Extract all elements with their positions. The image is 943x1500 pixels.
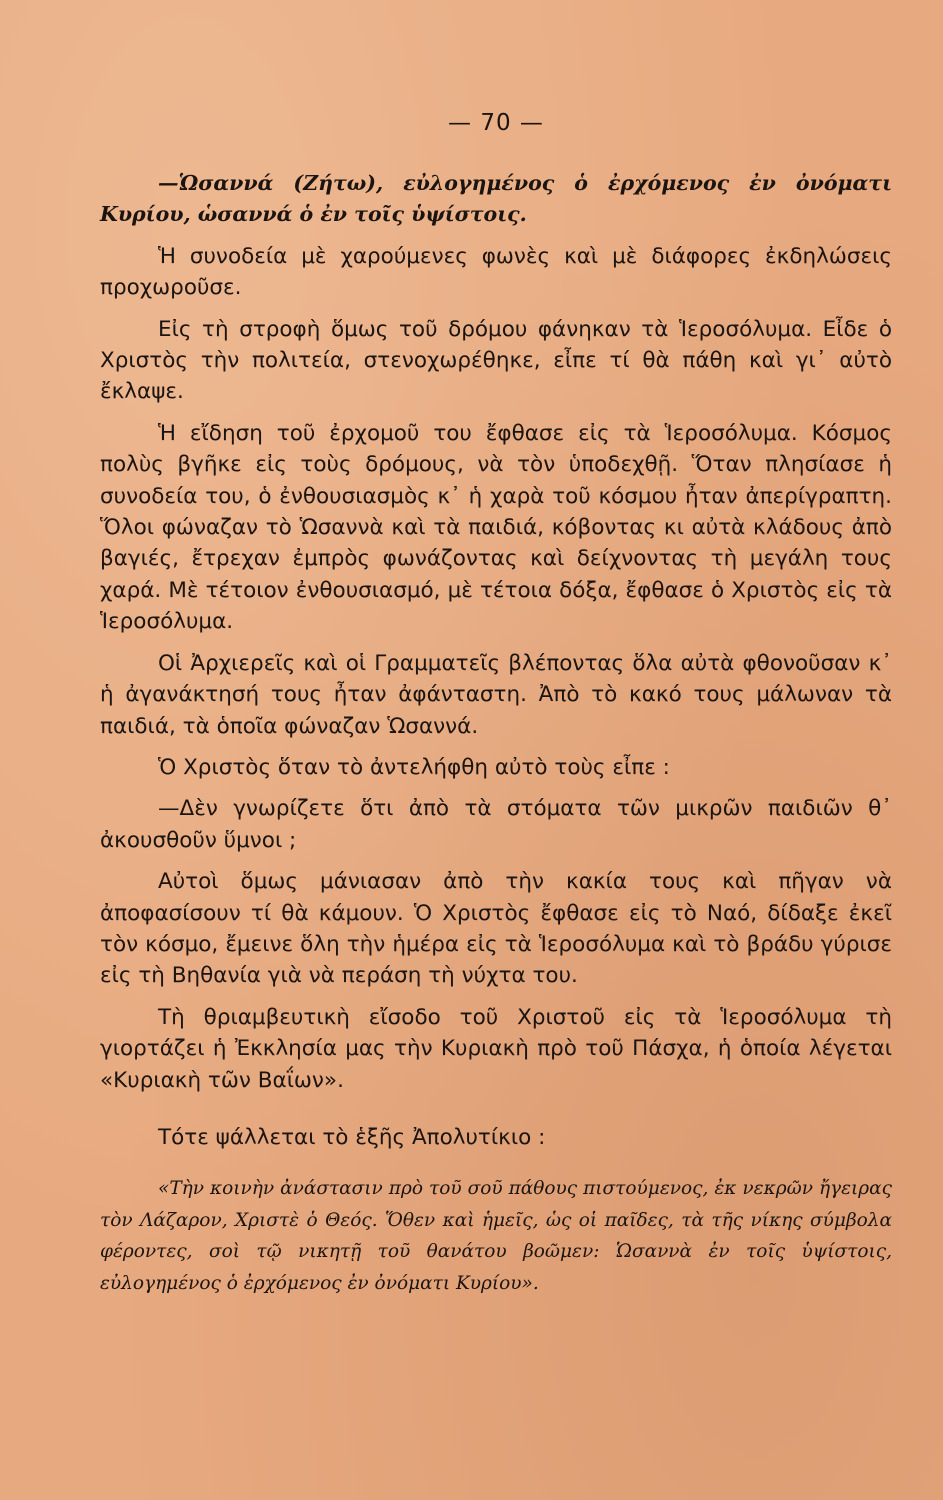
paragraph-christ-said: Ὁ Χριστὸς ὅταν τὸ ἀντελήφθη αὐτὸ τοὺς εἶπε :	[158, 754, 670, 780]
paragraph-christ-speech: —Δὲν γνωρίζετε ὅτι ἀπὸ τὰ στόματα τῶν μικρῶν παιδιῶν θ᾿ ἀκουσθοῦν ὕμνοι ;	[100, 796, 892, 853]
book-page	[100, 110, 892, 1480]
paragraph-high-priests: Οἱ Ἀρχιερεῖς καὶ οἱ Γραμματεῖς βλέποντας ὅλα αὐτὰ φθονοῦσαν κ᾿ ἡ ἀγανάκτησή τους ἦταν ἀφάνταστη. Ἀπὸ τὸ κακό τους μάλωναν τὰ παιδιά, τὰ ὁποῖα φώναζαν Ὡσαννά.	[100, 650, 892, 739]
paragraph-apolytikion-intro: Τότε ψάλλεται τὸ ἑξῆς Ἀπολυτίκιο :	[158, 1124, 546, 1150]
apolytikion-hymn: «Τὴν κοινὴν ἀνάστασιν πρὸ τοῦ σοῦ πάθους πιστούμενος, ἐκ νεκρῶν ἤγειρας τὸν Λάζαρον, Χριστὲ ὁ Θεός. Ὅθεν καὶ ἡμεῖς, ὡς οἱ παῖδες, τὰ τῆς νίκης σύμβολα φέροντες, σοὶ τῷ νικητῇ τοῦ θανάτου βοῶμεν: Ὡσαννὰ ἐν τοῖς ὑψίστοις, εὐλογημένος ὁ ἐρχόμενος ἐν ὀνόματι Κυρίου».	[100, 1178, 892, 1294]
paragraph-jerusalem-view: Εἰς τὴ στροφὴ ὅμως τοῦ δρόμου φάνηκαν τὰ Ἱεροσόλυμα. Εἶδε ὁ Χριστὸς τὴν πολιτεία, στενοχωρέθηκε, εἶπε τί θὰ πάθη καὶ γι᾿ αὐτὸ ἔκλαψε.	[100, 316, 892, 405]
paragraph-palm-sunday: Τὴ θριαμβευτικὴ εἴσοδο τοῦ Χριστοῦ εἰς τὰ Ἱεροσόλυμα τὴ γιορτάζει ἡ Ἐκκλησία μας τὴν Κυριακὴ πρὸ τοῦ Πάσχα, ἡ ὁποία λέγεται «Κυριακὴ τῶν Βαΐων».	[100, 1004, 892, 1093]
paragraph-procession: Ἡ συνοδεία μὲ χαρούμενες φωνὲς καὶ μὲ διάφορες ἐκδηλώσεις προχωροῦσε.	[100, 243, 892, 301]
hosanna-exclamation: —Ὡσαννά (Ζήτω), εὐλογημένος ὁ ἐρχόμενος ἐν ὀνόματι Κυρίου, ὡσαννά ὁ ἐν τοῖς ὑψίστοις.	[100, 171, 892, 227]
paragraph-temple: Αὐτοὶ ὅμως μάνιασαν ἀπὸ τὴν κακία τους καὶ πῆγαν νὰ ἀποφασίσουν τί θὰ κάμουν. Ὁ Χριστὸς ἔφθασε εἰς τὸ Ναό, δίδαξε ἐκεῖ τὸν κόσμο, ἔμεινε ὅλη τὴν ἡμέρα εἰς τὰ Ἱεροσόλυμα καὶ τὸ βράδυ γύρισε εἰς τὴ Βηθανία γιὰ νὰ περάση τὴ νύχτα του.	[100, 869, 892, 989]
paragraph-arrival: Ἡ εἴδηση τοῦ ἐρχομοῦ του ἔφθασε εἰς τὰ Ἱεροσόλυμα. Κόσμος πολὺς βγῆκε εἰς τοὺς δρόμους, νὰ τὸν ὑποδεχθῇ. Ὅταν πλησίασε ἡ συνοδεία του, ὁ ἐνθουσιασμὸς κ᾿ ἡ χαρὰ τοῦ κόσμου ἦταν ἀπερίγραπτη. Ὅλοι φώναζαν τὸ Ὡσαννὰ καὶ τὰ παιδιά, κόβοντας κι αὐτὰ κλάδους ἀπὸ βαγιές, ἔτρεχαν ἐμπρὸς φωνάζοντας καὶ δείχνοντας τὴ μεγάλη τους χαρά. Μὲ τέτοιον ἐνθουσιασμό, μὲ τέτοια δόξα, ἔφθασε ὁ Χριστὸς εἰς τὰ Ἱεροσόλυμα.	[100, 420, 892, 635]
page-number: — 70 —	[448, 110, 544, 136]
